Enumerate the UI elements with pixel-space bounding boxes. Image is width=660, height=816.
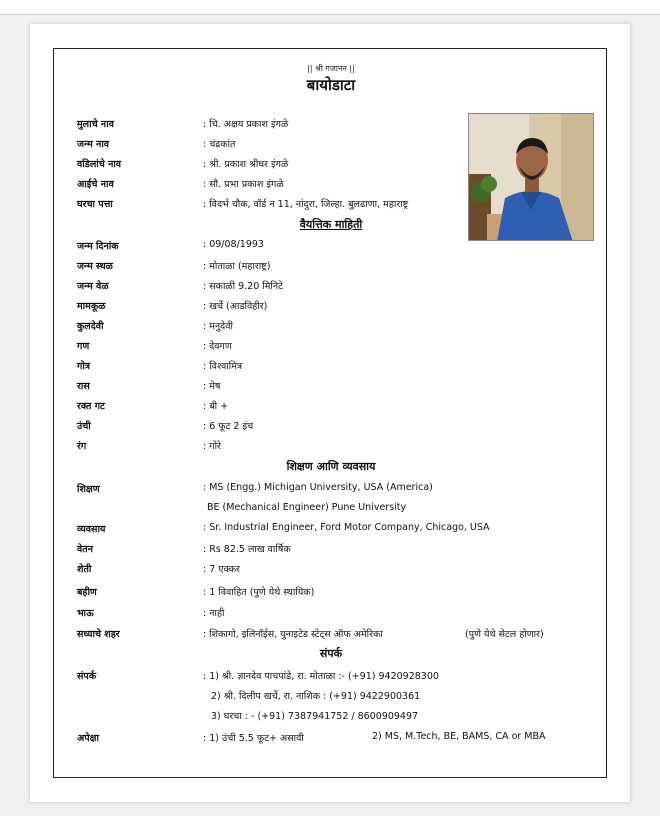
field-label: रास (77, 381, 90, 392)
field-value: : Rs 82.5 लाख वार्षिक (203, 544, 291, 555)
field-label: जन्म दिनांक (77, 241, 119, 252)
section-heading-vaiyaktik: वैयत्तिक माहिती (299, 218, 363, 231)
field-label: अपेक्षा (77, 733, 99, 744)
field-value: : सौ. प्रभा प्रकाश इंगळे (203, 179, 284, 190)
field-value: : मेष (203, 381, 221, 392)
field-label: कुलदेवी (77, 321, 104, 332)
field-value: : देवगण (203, 341, 232, 352)
field-label: वेतन (77, 544, 93, 555)
field-label: बहीण (77, 587, 97, 598)
document-page (30, 24, 630, 802)
field-value: : विश्वामित्र (203, 361, 243, 372)
field-label: वडिलांचे नाव (77, 159, 122, 170)
field-label: मुलाचे नाव (77, 119, 114, 130)
field-value: : 7 एक्कर (203, 564, 240, 575)
field-value: : Sr. Industrial Engineer, Ford Motor Company, Chicago, USA (203, 522, 490, 533)
field-value: : सकाळी 9.20 मिनिटे (203, 281, 283, 292)
field-value: : शिकागो, इलिनॉईस, युनाइटेड स्टेट्स ऑफ अमेरिका (203, 629, 383, 640)
field-value: : मोताळा (महाराष्ट्र) (203, 261, 271, 272)
field-label: मामकूळ (77, 301, 106, 312)
city-note: (पुणे येथे सेटल होणार) (465, 629, 544, 640)
field-value: : 1 विवाहित (पुणे येथे स्थायिक) (203, 587, 315, 598)
field-label: शिक्षण (77, 484, 100, 495)
field-value: : 6 फूट 2 इंच (203, 421, 254, 432)
field-value: BE (Mechanical Engineer) Pune University (207, 502, 407, 513)
biodata-border (53, 48, 607, 778)
field-label: आईचे नाव (77, 179, 114, 190)
field-value: : बी + (203, 401, 229, 412)
field-label: जन्म स्थळ (77, 261, 113, 272)
field-label: संपर्क (77, 671, 97, 682)
field-value: : गोरे (203, 441, 221, 452)
field-value: : नाही (203, 608, 225, 619)
section-heading-shikshan: शिक्षण आणि व्यवसाय (286, 460, 376, 473)
field-label: गोत्र (77, 361, 91, 372)
biodata-title: बायोडाटा (306, 76, 356, 94)
field-label: सध्याचे शहर (77, 629, 120, 640)
invocation: || श्री गजानन || (307, 64, 355, 73)
field-label: घरचा पत्ता (77, 199, 113, 210)
field-value: 3) घरचा : - (+91) 7387941752 / 8600909497 (211, 711, 419, 722)
field-label: जन्म नाव (77, 139, 110, 150)
field-label: भाऊ (77, 608, 94, 619)
field-value: : मनुदेवी (203, 321, 233, 332)
field-value: : चि. अक्षय प्रकाश इंगळे (203, 119, 289, 130)
field-label: व्यवसाय (77, 524, 106, 535)
section-heading-sampark: संपर्क (319, 647, 343, 660)
field-value: : विदर्भ चौक, वॉर्ड न 11, नांदुरा, जिल्हा. बुलढाणा, महाराष्ट्र (203, 199, 409, 210)
viewer-top-bar (0, 0, 660, 15)
field-label: जन्म वेळ (77, 281, 109, 292)
field-value: : श्री. प्रकाश श्रीधर इंगळे (203, 159, 289, 170)
field-label: रंग (77, 441, 87, 452)
field-value: : MS (Engg.) Michigan University, USA (America) (203, 482, 433, 493)
field-value: 2) श्री. दिलीप खर्चे, रा. नाशिक : (+91) 9422900361 (211, 691, 421, 702)
field-value: : खर्चे (आडविहीर) (203, 301, 268, 312)
field-value: : 1) श्री. ज्ञानदेव पाचपांडे, रा. मोताळा :- (+91) 9420928300 (203, 671, 439, 682)
field-label: शेती (77, 564, 92, 575)
field-label: रक्त गट (77, 401, 105, 412)
field-value: : चंद्रकांत (203, 139, 236, 150)
field-label: गण (77, 341, 90, 352)
field-value: : 09/08/1993 (203, 239, 264, 250)
field-label: उंची (77, 421, 91, 432)
field-value: : 1) उंची 5.5 फूट+ असावी (203, 733, 304, 744)
apeksha-value-2: 2) MS, M.Tech, BE, BAMS, CA or MBA (372, 731, 546, 742)
